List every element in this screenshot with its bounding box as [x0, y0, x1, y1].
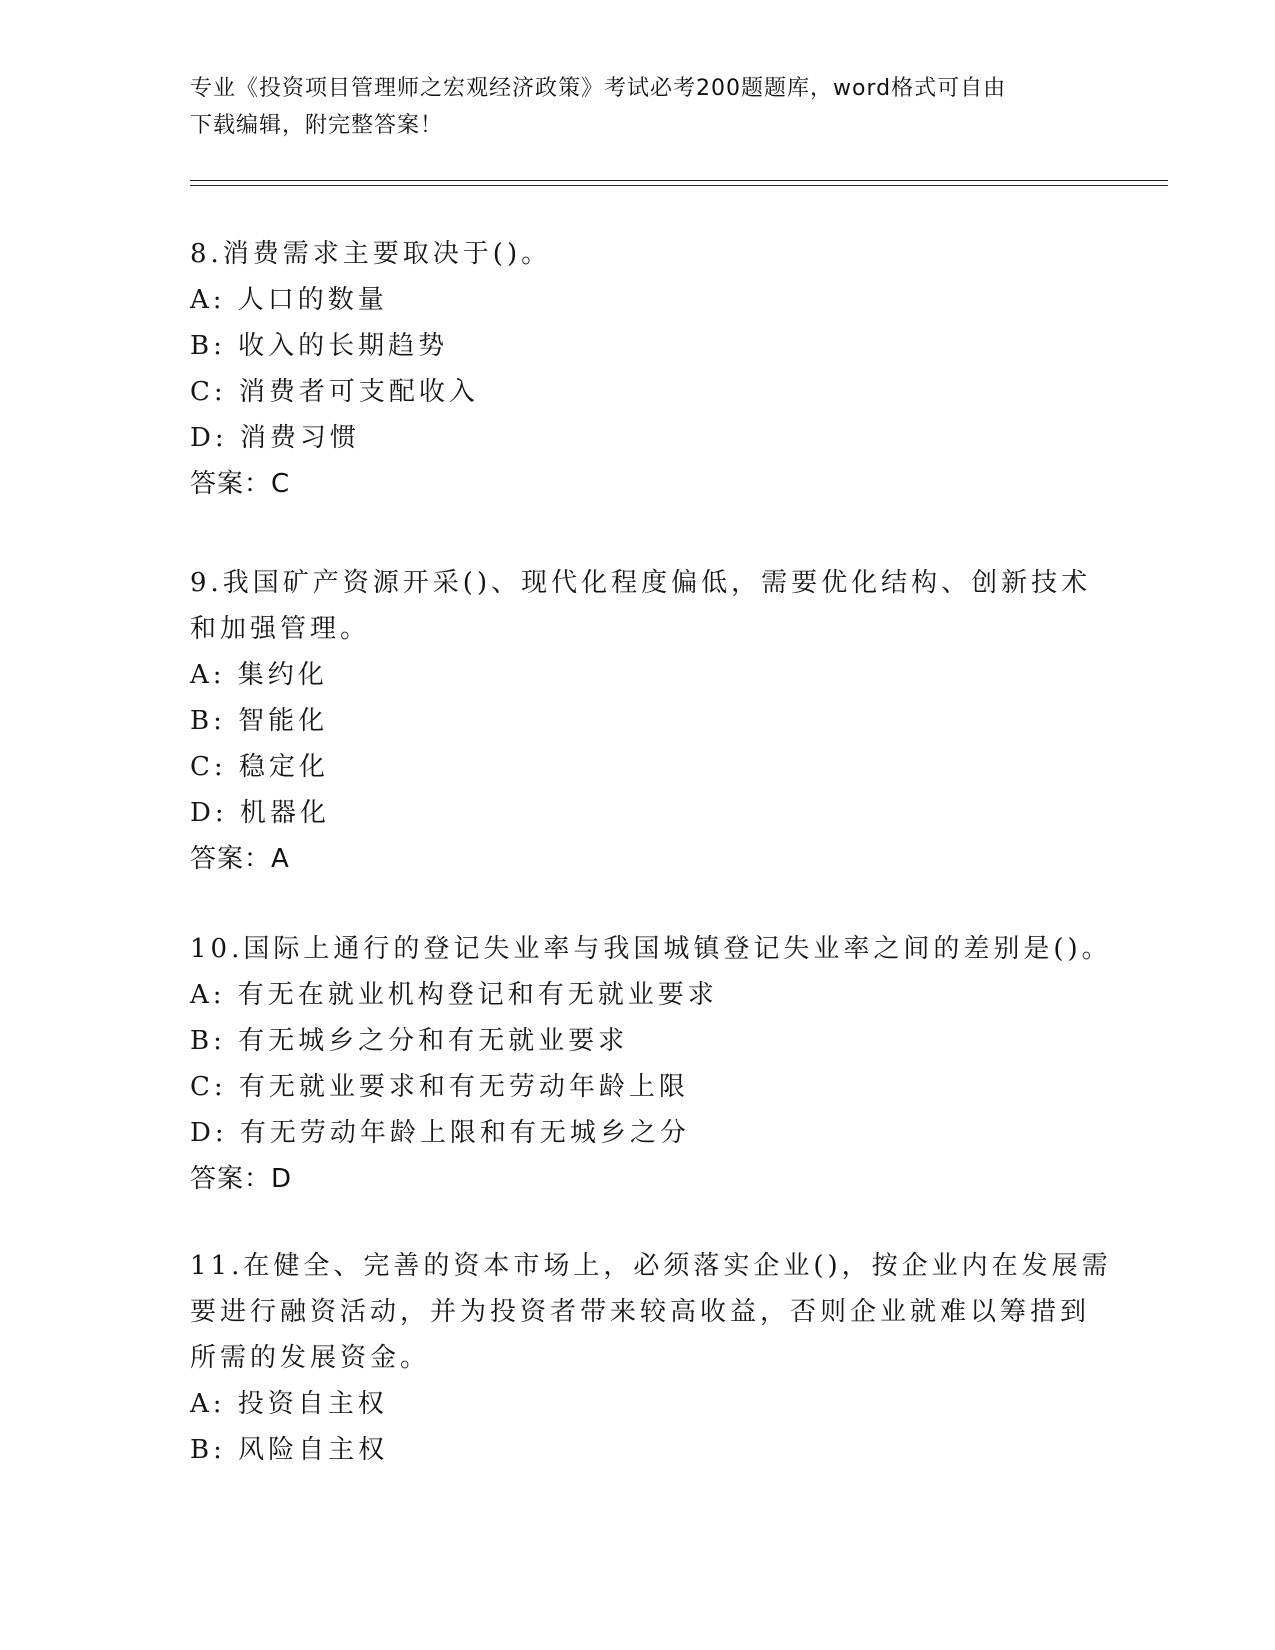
option-b: B: 风险自主权 — [190, 1435, 389, 1465]
question-stem: 9.我国矿产资源开采()、现代化程度偏低，需要优化结构、创新技术 — [190, 568, 1092, 598]
question-block — [190, 231, 1090, 507]
option-a: A: 人口的数量 — [190, 285, 388, 315]
answer-line: 答案：D — [190, 1164, 293, 1194]
document-header — [190, 70, 1090, 144]
option-c: C: 有无就业要求和有无劳动年龄上限 — [190, 1072, 689, 1102]
header-line-2: 下载编辑，附完整答案！ — [190, 113, 444, 138]
question-block — [190, 1243, 1112, 1473]
answer-line: 答案：C — [190, 469, 291, 499]
header-divider-bottom — [190, 185, 1168, 186]
question-stem-continued: 要进行融资活动，并为投资者带来较高收益，否则企业就难以筹措到 — [190, 1297, 1091, 1327]
option-d: D: 消费习惯 — [190, 423, 360, 453]
option-a: A: 投资自主权 — [190, 1389, 388, 1419]
option-c: C: 消费者可支配收入 — [190, 377, 479, 407]
option-d: D: 有无劳动年龄上限和有无城乡之分 — [190, 1118, 690, 1148]
question-stem: 8.消费需求主要取决于()。 — [190, 239, 552, 269]
option-a: A: 集约化 — [190, 660, 328, 690]
question-block — [190, 926, 1112, 1202]
answer-line: 答案：A — [190, 844, 290, 874]
option-c: C: 稳定化 — [190, 752, 329, 782]
header-line-1: 专业《投资项目管理师之宏观经济政策》考试必考200题题库，word格式可自由 — [190, 76, 1007, 101]
option-b: B: 收入的长期趋势 — [190, 331, 449, 361]
question-stem-continued: 和加强管理。 — [190, 614, 371, 644]
option-b: B: 智能化 — [190, 706, 329, 736]
header-divider-top — [190, 180, 1168, 181]
option-a: A: 有无在就业机构登记和有无就业要求 — [190, 980, 718, 1010]
option-b: B: 有无城乡之分和有无就业要求 — [190, 1026, 629, 1056]
option-d: D: 机器化 — [190, 798, 330, 828]
question-stem: 10.国际上通行的登记失业率与我国城镇登记失业率之间的差别是()。 — [190, 934, 1112, 964]
question-stem-continued: 所需的发展资金。 — [190, 1343, 431, 1373]
question-block — [190, 560, 1090, 882]
question-stem: 11.在健全、完善的资本市场上，必须落实企业()，按企业内在发展需 — [190, 1251, 1112, 1281]
